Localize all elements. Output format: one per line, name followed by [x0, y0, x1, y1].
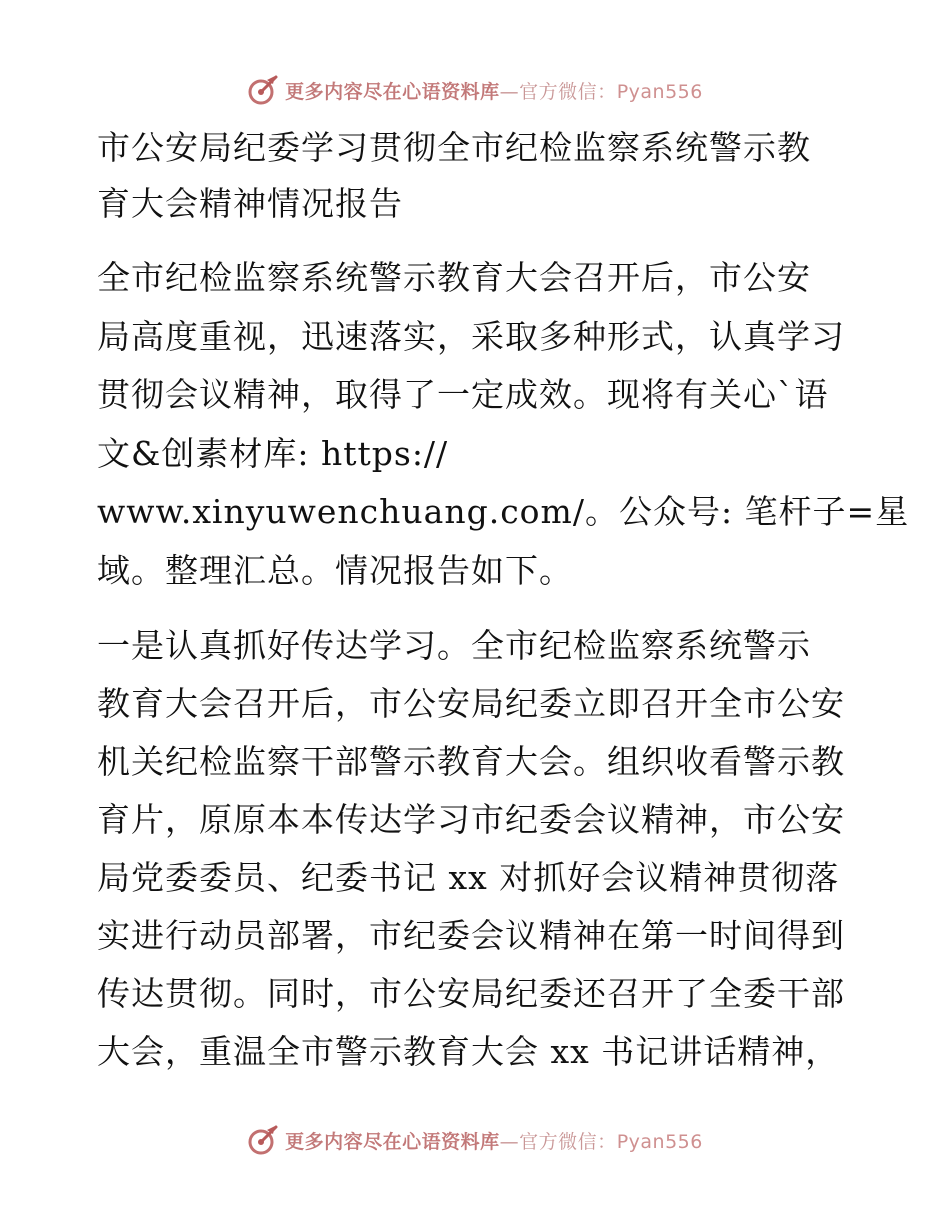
paragraph-line: 全市纪检监察系统警示教育大会召开后，市公安: [97, 258, 811, 297]
paragraph-line: 大会，重温全市警示教育大会 xx 书记讲话精神，: [97, 1032, 840, 1071]
document-title-line: 育大会精神情况报告: [97, 184, 403, 223]
document-title-line: 市公安局纪委学习贯彻全市纪检监察系统警示教: [97, 128, 811, 167]
banner-wechat-id: Pyan556: [616, 1130, 703, 1153]
paragraph-line: 局高度重视，迅速落实，采取多种形式，认真学习: [97, 317, 845, 356]
paragraph-line: 贯彻会议精神，取得了一定成效。现将有关心`语: [97, 375, 829, 414]
banner-text: [285, 77, 703, 104]
banner-wechat-id: Pyan556: [616, 80, 703, 103]
banner-site-text: 更多内容尽在心语资料库: [285, 80, 500, 103]
paragraph-line: 机关纪检监察干部警示教育大会。组织收看警示教: [97, 742, 845, 781]
banner-site-text: 更多内容尽在心语资料库: [285, 1130, 500, 1153]
header-banner: [0, 70, 950, 110]
banner-dash: —: [499, 1130, 520, 1153]
footer-banner: [0, 1120, 950, 1160]
paragraph-line: 教育大会召开后，市公安局纪委立即召开全市公安: [97, 684, 845, 723]
paragraph-line: 局党委委员、纪委书记 xx 对抓好会议精神贯彻落: [97, 858, 840, 897]
quill-logo-icon: [247, 74, 279, 106]
paragraph-line: 实进行动员部署，市纪委会议精神在第一时间得到: [97, 916, 845, 955]
paragraph-line: 域。整理汇总。情况报告如下。: [97, 551, 573, 590]
banner-official-label: 官方微信：: [519, 80, 617, 103]
paragraph-line: 育片，原原本本传达学习市纪委会议精神，市公安: [97, 800, 845, 839]
quill-logo-icon: [247, 1124, 279, 1156]
banner-dash: —: [499, 80, 520, 103]
banner-official-label: 官方微信：: [519, 1130, 617, 1153]
banner-text: [285, 1127, 703, 1154]
paragraph-line: www.xinyuwenchuang.com/。公众号: 笔杆子=星: [97, 492, 910, 531]
paragraph-line: 文&创素材库: https://: [97, 434, 449, 473]
paragraph-line: 一是认真抓好传达学习。全市纪检监察系统警示: [97, 626, 811, 665]
paragraph-line: 传达贯彻。同时，市公安局纪委还召开了全委干部: [97, 974, 845, 1013]
